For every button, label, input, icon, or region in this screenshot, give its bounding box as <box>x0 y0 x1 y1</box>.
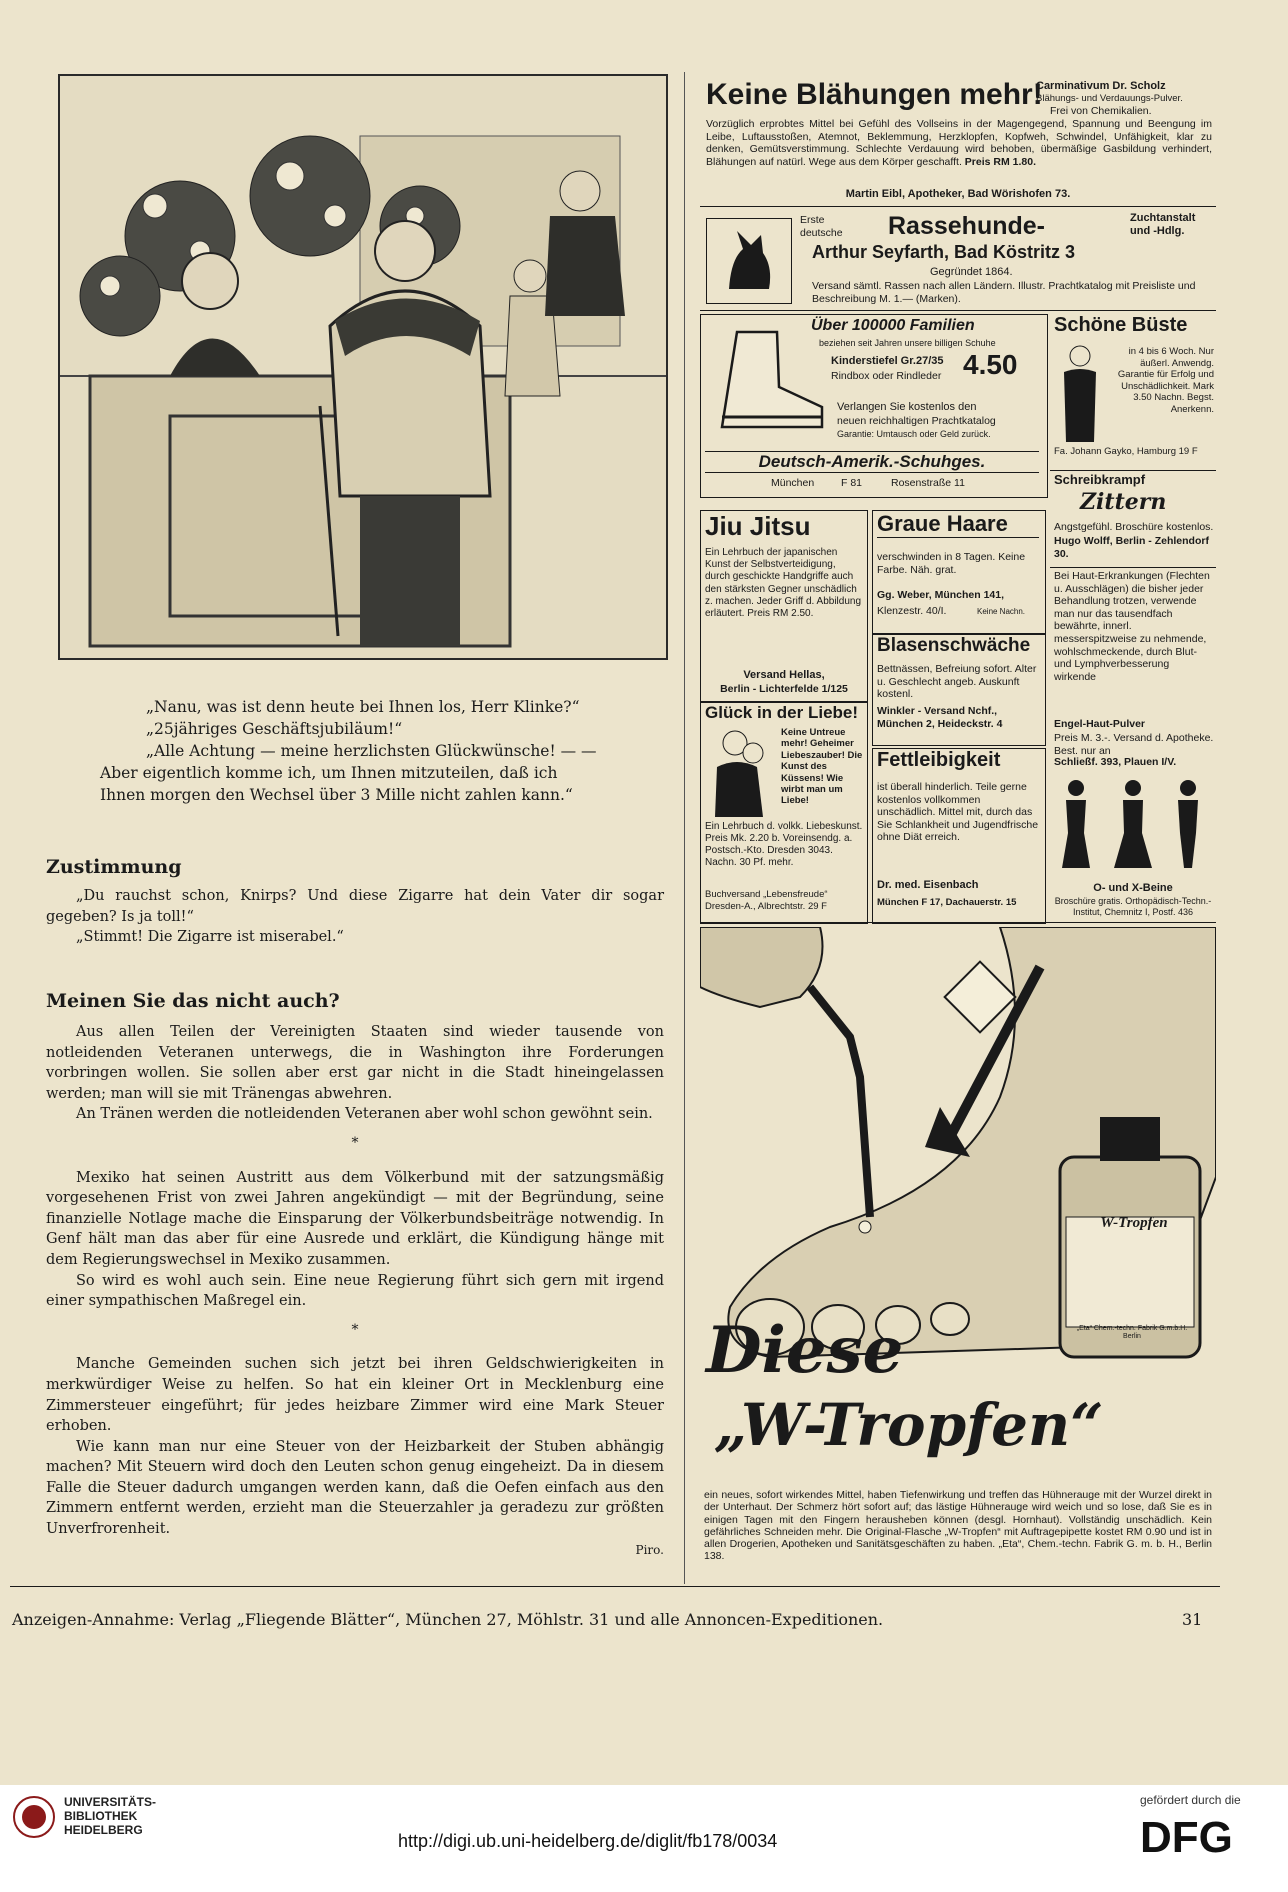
paragraph: Manche Gemeinden suchen sich jetzt bei ihren Geldschwierigkeiten in merkwürdiger Weise zu helfen. So hat ein kleiner Ort in Mecklenburg eine Zimmersteuer eingeführt; für jedes heizbare Zimmer wird eine Mark Steuer erhoben. <box>46 1356 664 1435</box>
caption-line: „Nanu, was ist denn heute bei Ihnen los, Herr Klinke?“ <box>146 698 580 716</box>
ad-blasen <box>872 634 1046 746</box>
cartoon-caption <box>100 696 640 806</box>
article-title-zustimmung: Zustimmung <box>46 856 182 878</box>
ad-title: Fettleibigkeit <box>877 749 1001 771</box>
ad-body: Versand sämtl. Rassen nach allen Ländern. Illustr. Prachtkatalog mit Preisliste und Beschreibung M. 1.— (Marken). <box>812 280 1196 305</box>
woman-figure-icon <box>1058 344 1102 444</box>
footer-text: Anzeigen-Annahme: Verlag „Fliegende Blätter“, München 27, Möhlstr. 31 und alle Annoncen-Expeditionen. <box>12 1610 884 1629</box>
dog-icon <box>706 218 792 304</box>
legs-figures-icon <box>1058 778 1208 870</box>
ad-body: Broschüre gratis. Orthopädisch-Techn.-Institut, Chemnitz I, Postf. 436 <box>1054 896 1212 917</box>
dfg-logo: DFG <box>1140 1813 1233 1862</box>
ad-headline: Diese <box>706 1313 904 1388</box>
section-divider: * <box>351 1321 359 1338</box>
ad-item: Rindbox oder Rindleder <box>831 370 942 382</box>
ad-sign: Versand Hellas, <box>743 669 825 681</box>
ad-headline: „W-Tropfen“ <box>714 1391 1104 1459</box>
paragraph: „Stimmt! Die Zigarre ist miserabel.“ <box>76 929 344 946</box>
paragraph: Aus allen Teilen der Vereinigten Staaten sind wieder tausende von notleidenden Veteranen unterwegs, die in Washington ihre Forderungen vorbringen wollen. Sie sollen aber erst gar nicht in die Stadt hineingelassen werden; man will sie mit Tränengas abwehren. <box>46 1024 664 1102</box>
ad-sign: Hugo Wolff, Berlin - Zehlendorf 30. <box>1054 535 1209 560</box>
library-logo-text <box>64 1795 156 1837</box>
ad-addr: Schließf. 393, Plauen I/V. <box>1054 756 1177 768</box>
ad-side: Blähungs- und Verdauungs-Pulver. <box>1036 93 1183 104</box>
ad-tail: Preis M. 3.-. Versand d. Apotheke. Best. nur an <box>1054 732 1214 757</box>
ad-title: Schöne Büste <box>1054 314 1188 336</box>
caption-line: „Alle Achtung — meine herzlichsten Glückwünsche! — — <box>146 742 597 760</box>
ad-body <box>706 118 1212 168</box>
ad-sign: Martin Eibl, Apotheker, Bad Wörishofen 73. <box>845 188 1071 200</box>
ad-pre: Erste deutsche <box>800 214 843 239</box>
ad-body: Angstgefühl. Broschüre kostenlos. <box>1054 521 1214 533</box>
university-seal-icon <box>12 1795 56 1839</box>
bottle-maker: „Eta“ Chem.-techn. Fabrik G.m.b.H. Berlin <box>1076 1325 1188 1340</box>
ad-sign: Dr. med. Eisenbach <box>877 879 979 891</box>
ad-title: Über 100000 Familien <box>811 317 975 334</box>
ad-body: Ein Lehrbuch d. volkk. Liebeskunst. Preis Mk. 2.20 b. Voreinsendg. a. Postsch.-Kto. Dresden 3043. Nachn. 30 Pf. mehr. <box>705 821 863 868</box>
ad-side: Zuchtanstalt <box>1130 212 1196 224</box>
caption-line: Aber eigentlich komme ich, um Ihnen mitzuteilen, daß ich <box>100 764 558 782</box>
ad-note: Keine Nachn. <box>977 607 1026 616</box>
ad-addr: Klenzestr. 40/I. <box>877 605 947 617</box>
ad-rassehunde <box>700 210 1216 311</box>
ad-top: Schreibkrampf <box>1054 472 1146 487</box>
ad-side: Frei von Chemikalien. <box>1050 105 1152 117</box>
ad-teaser: Keine Untreue mehr! Geheimer Liebeszauber! Die Kunst des Küssens! Wie wirbt man um Liebe! <box>781 727 863 807</box>
ad-jiujitsu <box>700 510 868 702</box>
funding-note: gefördert durch die <box>1140 1793 1241 1807</box>
ad-body: Ein Lehrbuch der japanischen Kunst der Selbstverteidigung, durch geschickte Handgriffe auch den stärksten Gegner unschädlich z. machen. Jeder Griff d. Abbildung erläutert. Preis RM 2.50. <box>705 547 862 620</box>
ad-glueck <box>700 702 868 924</box>
logo-line: BIBLIOTHEK <box>64 1809 138 1823</box>
ad-side: und -Hdlg. <box>1130 225 1185 237</box>
ad-offer: Verlangen Sie kostenlos den <box>837 401 977 413</box>
section-divider: * <box>351 1134 359 1151</box>
ad-city: München <box>771 477 815 489</box>
ad-offer: Garantie: Umtausch oder Geld zurück. <box>837 429 991 439</box>
ad-title: Keine Blähungen mehr! <box>706 78 1043 111</box>
library-footer-bar <box>0 1785 1288 1892</box>
cartoon-illustration <box>58 74 668 660</box>
ad-schuhe <box>700 314 1048 498</box>
ad-fett <box>872 748 1046 924</box>
ad-since: Gegründet 1864. <box>930 266 1013 278</box>
ad-blaehungen <box>700 76 1216 207</box>
ad-body: Bettnässen, Befreiung sofort. Alter u. Geschlecht angeb. Auskunft kostenl. <box>877 663 1037 700</box>
ad-body: ist überall hinderlich. Teile gerne kostenlos vollkommen unschädlich. Mittel mit, durch das Sie Schlankheit und Jugendfrische ohne Diät erreich. <box>877 781 1039 844</box>
ad-body: Bei Haut-Erkrankungen (Flechten u. Ausschlägen) die bisher jeder Behandlung trotzen, verwende man nur das tausendfach bewährte, innerl. messerspitzweise zu nehmende, wohlschmeckende, durch Blut- und Lymphverbesserung wirkende <box>1054 570 1210 683</box>
ad-title: Blasenschwäche <box>877 635 1031 656</box>
ad-title: O- und X-Beine <box>1093 882 1173 894</box>
article-zustimmung <box>46 886 664 948</box>
paragraph: „Du rauchst schon, Knirps? Und diese Zigarre hat dein Vater dir sogar gegeben? Is ja toll!“ <box>46 888 664 925</box>
logo-line: HEIDELBERG <box>64 1823 143 1837</box>
ad-item: Kinderstiefel Gr.27/35 <box>831 355 944 367</box>
footer-rule <box>10 1586 1220 1587</box>
ad-name: Arthur Seyfarth, Bad Köstritz 3 <box>812 242 1076 262</box>
ad-haut <box>1050 570 1216 770</box>
bottle-label: W-Tropfen <box>1100 1215 1168 1231</box>
ad-sign: Berlin - Lichterfelde 1/125 <box>720 683 848 695</box>
ad-title: Glück in der Liebe! <box>705 703 859 722</box>
cartoon-illustration-icon <box>60 76 666 658</box>
caption-line: „25jähriges Geschäftsjubiläum!“ <box>146 720 403 738</box>
ad-title: Jiu Jitsu <box>705 511 811 541</box>
ad-sign: Fa. Johann Gayko, Hamburg 19 F <box>1054 446 1198 457</box>
ad-sign: Winkler - Versand Nchf., München 2, Heideckstr. 4 <box>877 705 1003 730</box>
logo-line: UNIVERSITÄTS- <box>64 1795 157 1809</box>
couple-icon <box>707 727 777 819</box>
caption-line: Ihnen morgen den Wechsel über 3 Mille nicht zahlen kann.“ <box>100 786 573 804</box>
ad-w-tropfen <box>700 922 1216 1573</box>
ad-body: verschwinden in 8 Tagen. Keine Farbe. Näh. grat. <box>877 551 1026 576</box>
ad-title: Rassehunde- <box>888 212 1045 240</box>
ad-offer: neuen reichhaltigen Prachtkatalog <box>837 415 996 427</box>
ad-price: Preis RM 1.80. <box>964 155 1036 168</box>
paragraph: Mexiko hat seinen Austritt aus dem Völkerbund mit der satzungsmäßig vorgesehenen Frist von zwei Jahren angekündigt — mit der Begründung, seine finanzielle Notlage mache die Einsparung der Völkerbundsbeiträge notwendig. In Genf hält man das aber für eine Ausrede und erklärt, die Kündigung hänge mit dem Regierungswechsel in Mexiko zusammen. <box>46 1169 664 1268</box>
ad-brand: Deutsch-Amerik.-Schuhges. <box>705 451 1039 473</box>
ad-buste <box>1050 314 1216 466</box>
ad-obeine <box>1050 774 1216 922</box>
ad-price: 4.50 <box>963 349 1018 380</box>
ad-side: Carminativum Dr. Scholz <box>1036 80 1166 92</box>
article-meinen <box>46 1022 664 1560</box>
paragraph: Wie kann man nur eine Steuer von der Heizbarkeit der Stuben abhängig machen? Mit Steuern wird doch den Leuten schon genug eingeheizt. Da in diesem Falle die Steuer dadurch umgangen werden kann, daß die Oefen einfach aus den Zimmern entfernt werden, erzieht man die Steuerzahler ja geradezu zur größten Unverfrorenheit. <box>46 1438 664 1538</box>
article-title-meinen: Meinen Sie das nicht auch? <box>46 990 340 1012</box>
ad-box: F 81 <box>841 477 863 489</box>
paragraph: So wird es wohl auch sein. Eine neue Regierung führt sich gern mit irgend einer sympathischen Maßregel ein. <box>46 1272 664 1310</box>
ad-graue-haare <box>872 510 1046 634</box>
ad-addr: München F 17, Dachauerstr. 15 <box>877 897 1017 908</box>
column-divider <box>684 72 685 1584</box>
ad-sub: beziehen seit Jahren unsere billigen Schuhe <box>819 338 996 348</box>
ad-product: Engel-Haut-Pulver <box>1054 718 1146 730</box>
boot-icon <box>707 327 827 437</box>
ad-title: Zittern <box>1080 489 1167 515</box>
ad-sign: Buchversand „Lebensfreude“ Dresden-A., Albrechtstr. 29 F <box>705 889 828 912</box>
ad-street: Rosenstraße 11 <box>891 477 965 489</box>
ad-body: in 4 bis 6 Woch. Nur äußerl. Anwendg. Garantie für Erfolg und Unschädlichkeit. Mark 3.50 Nachn. Begst. Anerkenn. <box>1117 346 1214 415</box>
signature: Piro. <box>635 1542 664 1557</box>
source-url-link[interactable]: http://digi.ub.uni-heidelberg.de/diglit/fb178/0034 <box>398 1831 778 1851</box>
ad-body-text: Vorzüglich erprobtes Mittel bei Gefühl des Vollseins in der Magengegend, Spannung und Beengung im Leibe, Luftausstoßen, Atemnot, Beklemmung, Herzklopfen, Kopfweh, Schwindel, Unfähigkeit, klar zu denken, Gemütsverstimmung. Schlechte Verdauung wird behoben, übermäßige Gasbildung verhindert, Blähungen auf natürl. Wege aus dem Körper geschafft. <box>706 118 1212 168</box>
ad-sign: Gg. Weber, München 141, <box>877 589 1005 601</box>
paragraph: An Tränen werden die notleidenden Veteranen aber wohl schon gewöhnt sein. <box>76 1106 653 1123</box>
ad-title: Graue Haare <box>877 511 1039 538</box>
page-number: 31 <box>1182 1610 1203 1629</box>
ad-zittern <box>1050 470 1216 568</box>
ad-body: ein neues, sofort wirkendes Mittel, haben Tiefenwirkung und treffen das Hühnerauge mit der Wurzel direkt in der Unterhaut. Der Schmerz hört sofort auf; das lästige Hühnerauge wird weich und so lose, daß Sie es in einigen Tagen mit den Fingern herausheben können (desgl. Hornhaut). Vollständig unschädlich. Kein gefährliches Schneiden mehr. Die Original-Flasche „W-Tropfen“ mit Auftragepipette kostet RM 0.90 und ist in allen Drogerien, Apotheken und Sanitätsgeschäften zu haben. „Eta“, Chem.-techn. Fabrik G. m. b. H., Berlin 138. <box>704 1489 1212 1563</box>
